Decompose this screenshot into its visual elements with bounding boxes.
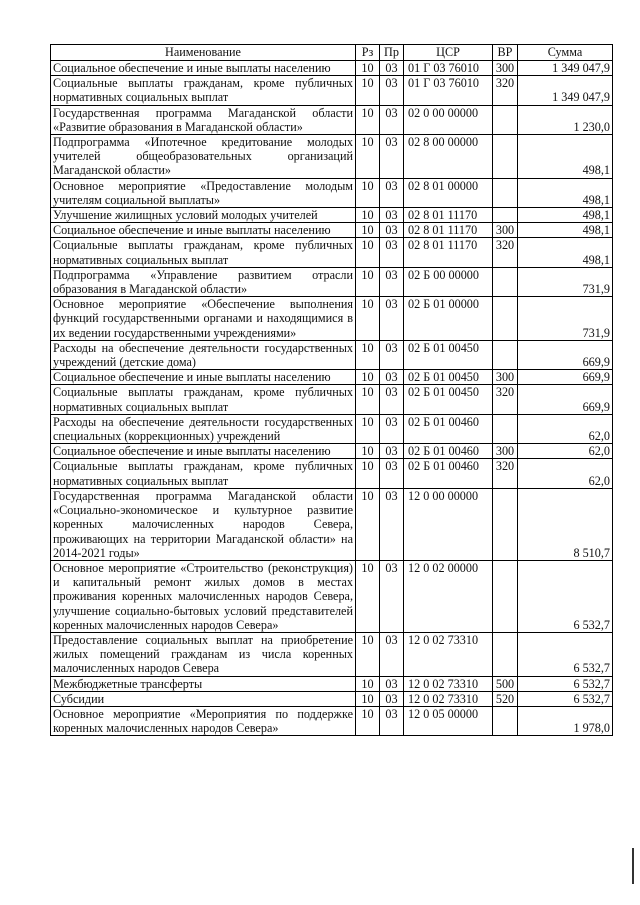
cell-csr: 02 Б 01 00460 [404,459,493,488]
cell-csr: 12 0 02 73310 [404,676,493,691]
table-row [51,223,613,238]
cell-name: Основное мероприятие «Предоставление молодым учителям социальной выплаты» [51,178,356,207]
cell-pr: 03 [380,76,404,105]
cell-csr: 02 Б 00 00000 [404,267,493,296]
cell-sum: 6 532,7 [518,560,613,632]
cell-pr: 03 [380,208,404,223]
header-rz: Рз [356,45,380,61]
cell-rz: 10 [356,414,380,443]
table-row [51,238,613,267]
header-csr: ЦСР [404,45,493,61]
cell-csr: 02 Б 01 00460 [404,444,493,459]
cell-sum: 1 349 047,9 [518,76,613,105]
table-row [51,414,613,443]
table-row [51,208,613,223]
cell-sum: 731,9 [518,297,613,341]
cell-pr: 03 [380,706,404,735]
table-row [51,76,613,105]
cell-vr [493,267,518,296]
cell-csr: 01 Г 03 76010 [404,61,493,76]
table-row [51,691,613,706]
header-vr: ВР [493,45,518,61]
cell-sum: 498,1 [518,238,613,267]
cell-pr: 03 [380,676,404,691]
cell-csr: 12 0 02 73310 [404,632,493,676]
cell-csr: 12 0 05 00000 [404,706,493,735]
cell-name: Государственная программа Магаданской области «Развитие образования в Магаданской области» [51,105,356,134]
cell-rz: 10 [356,385,380,414]
cell-pr: 03 [380,105,404,134]
cell-vr [493,488,518,560]
cell-rz: 10 [356,135,380,179]
cell-rz: 10 [356,676,380,691]
cell-rz: 10 [356,267,380,296]
cell-rz: 10 [356,560,380,632]
cell-rz: 10 [356,297,380,341]
cell-pr: 03 [380,267,404,296]
cell-name: Улучшение жилищных условий молодых учителей [51,208,356,223]
cell-sum: 6 532,7 [518,676,613,691]
cell-sum: 669,9 [518,340,613,369]
table-row [51,459,613,488]
cell-csr: 02 8 00 00000 [404,135,493,179]
cell-name: Расходы на обеспечение деятельности государственных учреждений (детские дома) [51,340,356,369]
header-name: Наименование [51,45,356,61]
cell-name: Основное мероприятие «Строительство (реконструкция) и капитальный ремонт жилых домов в местах проживания коренных малочисленных народов Севера, улучшение социально-бытовых условий представителей коренных малочисленных народов Севера» [51,560,356,632]
cell-name: Государственная программа Магаданской области «Социально-экономическое и культурное развитие коренных малочисленных народов Севера, проживающих на территории Магаданской области» на 2014-2021 годы» [51,488,356,560]
cell-sum: 1 230,0 [518,105,613,134]
cell-sum: 62,0 [518,444,613,459]
cell-name: Подпрограмма «Ипотечное кредитование молодых учителей общеобразовательных организаций Магаданской области» [51,135,356,179]
cell-rz: 10 [356,706,380,735]
cell-sum: 498,1 [518,178,613,207]
table-row [51,61,613,76]
cell-pr: 03 [380,178,404,207]
cell-csr: 12 0 00 00000 [404,488,493,560]
cell-pr: 03 [380,223,404,238]
cell-csr: 12 0 02 00000 [404,560,493,632]
cell-vr: 300 [493,61,518,76]
cell-pr: 03 [380,238,404,267]
cell-csr: 01 Г 03 76010 [404,76,493,105]
table-row [51,444,613,459]
cell-sum: 731,9 [518,267,613,296]
document-page [50,44,612,736]
cell-csr: 02 0 00 00000 [404,105,493,134]
cell-pr: 03 [380,560,404,632]
cell-vr [493,632,518,676]
cell-rz: 10 [356,76,380,105]
cell-sum: 6 532,7 [518,691,613,706]
cell-sum: 62,0 [518,414,613,443]
cell-name: Социальное обеспечение и иные выплаты населению [51,444,356,459]
cell-name: Социальное обеспечение и иные выплаты населению [51,223,356,238]
table-row [51,385,613,414]
cell-name: Субсидии [51,691,356,706]
table-row [51,297,613,341]
cell-vr [493,105,518,134]
page-edge-mark [632,848,634,884]
cell-pr: 03 [380,340,404,369]
cell-vr: 300 [493,444,518,459]
cell-pr: 03 [380,444,404,459]
cell-name: Социальные выплаты гражданам, кроме публичных нормативных социальных выплат [51,76,356,105]
cell-rz: 10 [356,178,380,207]
table-row [51,178,613,207]
cell-vr: 320 [493,76,518,105]
cell-csr: 02 8 01 11170 [404,238,493,267]
table-row [51,676,613,691]
cell-rz: 10 [356,488,380,560]
cell-vr [493,178,518,207]
cell-vr: 320 [493,385,518,414]
budget-table [50,44,613,736]
cell-name: Основное мероприятие «Обеспечение выполнения функций государственными органами и находящимися в их ведении государственными учреждениями» [51,297,356,341]
cell-sum: 669,9 [518,385,613,414]
table-row [51,135,613,179]
cell-rz: 10 [356,340,380,369]
cell-name: Расходы на обеспечение деятельности государственных специальных (коррекционных) учреждений [51,414,356,443]
cell-sum: 669,9 [518,370,613,385]
cell-rz: 10 [356,691,380,706]
cell-sum: 498,1 [518,135,613,179]
cell-pr: 03 [380,488,404,560]
table-row [51,340,613,369]
table-row [51,105,613,134]
cell-name: Социальные выплаты гражданам, кроме публичных нормативных социальных выплат [51,385,356,414]
cell-vr: 520 [493,691,518,706]
cell-sum: 8 510,7 [518,488,613,560]
table-row [51,488,613,560]
cell-vr: 300 [493,223,518,238]
table-row [51,560,613,632]
cell-pr: 03 [380,632,404,676]
cell-rz: 10 [356,61,380,76]
cell-csr: 02 Б 01 00000 [404,297,493,341]
cell-rz: 10 [356,444,380,459]
table-row [51,706,613,735]
cell-rz: 10 [356,370,380,385]
cell-vr [493,706,518,735]
cell-name: Социальные выплаты гражданам, кроме публичных нормативных социальных выплат [51,459,356,488]
cell-sum: 1 978,0 [518,706,613,735]
cell-name: Основное мероприятие «Мероприятия по поддержке коренных малочисленных народов Севера» [51,706,356,735]
cell-name: Социальное обеспечение и иные выплаты населению [51,61,356,76]
cell-name: Подпрограмма «Управление развитием отрасли образования в Магаданской области» [51,267,356,296]
table-row [51,632,613,676]
header-sum: Сумма [518,45,613,61]
cell-sum: 498,1 [518,223,613,238]
cell-rz: 10 [356,208,380,223]
cell-sum: 62,0 [518,459,613,488]
cell-pr: 03 [380,135,404,179]
cell-vr [493,560,518,632]
cell-vr [493,340,518,369]
header-pr: Пр [380,45,404,61]
cell-csr: 02 Б 01 00460 [404,414,493,443]
cell-pr: 03 [380,385,404,414]
cell-csr: 02 Б 01 00450 [404,385,493,414]
cell-vr: 320 [493,238,518,267]
cell-sum: 6 532,7 [518,632,613,676]
cell-pr: 03 [380,297,404,341]
cell-csr: 02 8 01 11170 [404,223,493,238]
cell-csr: 02 Б 01 00450 [404,370,493,385]
cell-pr: 03 [380,370,404,385]
table-body [51,61,613,736]
table-header-row [51,45,613,61]
cell-rz: 10 [356,459,380,488]
cell-pr: 03 [380,459,404,488]
cell-pr: 03 [380,414,404,443]
cell-rz: 10 [356,105,380,134]
cell-rz: 10 [356,632,380,676]
cell-csr: 12 0 02 73310 [404,691,493,706]
cell-vr [493,135,518,179]
cell-rz: 10 [356,223,380,238]
cell-pr: 03 [380,61,404,76]
cell-csr: 02 8 01 11170 [404,208,493,223]
cell-csr: 02 8 01 00000 [404,178,493,207]
cell-vr: 320 [493,459,518,488]
table-row [51,267,613,296]
cell-vr [493,414,518,443]
cell-name: Предоставление социальных выплат на приобретение жилых помещений гражданам из числа коренных малочисленных народов Севера [51,632,356,676]
cell-vr: 300 [493,370,518,385]
table-row [51,370,613,385]
cell-csr: 02 Б 01 00450 [404,340,493,369]
cell-rz: 10 [356,238,380,267]
cell-sum: 498,1 [518,208,613,223]
cell-vr [493,208,518,223]
cell-name: Социальное обеспечение и иные выплаты населению [51,370,356,385]
cell-name: Социальные выплаты гражданам, кроме публичных нормативных социальных выплат [51,238,356,267]
cell-name: Межбюджетные трансферты [51,676,356,691]
cell-pr: 03 [380,691,404,706]
cell-vr [493,297,518,341]
cell-sum: 1 349 047,9 [518,61,613,76]
cell-vr: 500 [493,676,518,691]
